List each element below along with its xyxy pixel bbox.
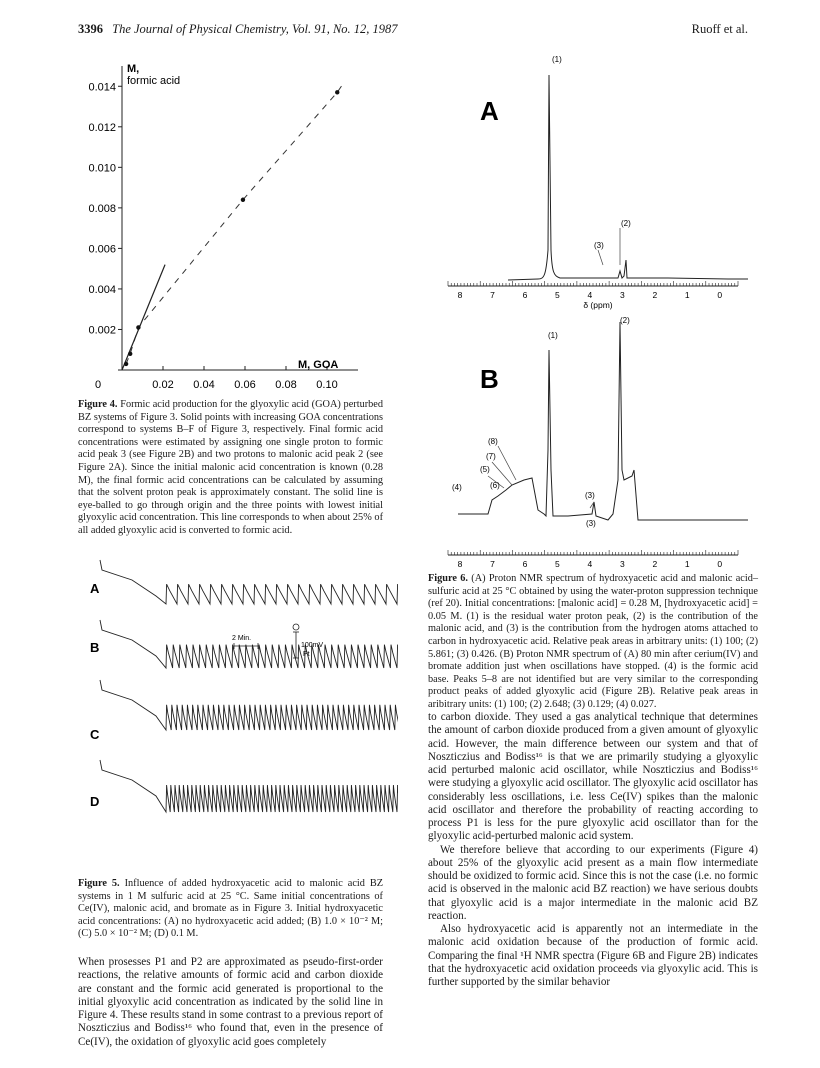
oscillation-trace [100, 760, 398, 812]
y-tick-label: 0.002 [88, 324, 116, 337]
right-paragraph-1: to carbon dioxide. They used a gas analytical technique that determines the amount of carbon dioxide produced from a given amount of glyoxylic acid. However, the main difference between our system and that of Noszticzius and Bodiss¹⁶ is that we are primarily studying a glyoxylic acid perturbed malonic acid oscillator, while Noszticzius and Bodiss¹⁶ were studying a glyoxylic acid oscillator. The glyoxylic acid oscillator has considerably less oscillations, i.e. less Ce(IV) spikes than the malonic acid oscillator and therefore the probability of reacting according to process P1 is less for the pure glyoxylic acid oscillator than for the glyoxylic acid-perturbed malonic acid system. [428, 711, 758, 843]
figure6-caption-text: (A) Proton NMR spectrum of hydroxyacetic acid and malonic acid–sulfuric acid at 25 °C obtained by using the water-proton suppression technique (ref 20). Initial concentrations: [malonic acid] = 0.28 M, [hydroxyacetic acid] = 0.05 M. (1) is the residual water proton peak, (2) is the contribution of the malonic acid, and (3) is the contribution from the hydrogen atoms attached to carbon in hydroxyacetic acid. Relative peak areas in arbitrary units: (1) 100; (2) 5.861; (3) 0.426. (B) Proton NMR spectrum of (A) 80 min after cerium(IV) and bromate addition just when oscillations have stopped. (4) is the formic acid base. Peaks 5–8 are not identified but are very similar to the corresponding product peaks of added glyoxylic acid (Figure 2B). Relative peak areas in aribitrary units: (1) 100; (2) 2.648; (3) 0.129; (4) 0.027. [428, 573, 759, 710]
y-tick-label: 0.014 [88, 81, 116, 94]
ppm-tick-label: 1 [684, 290, 690, 300]
y-tick-label: 0.008 [88, 202, 116, 215]
left-paragraph: When prosesses P1 and P2 are approximated as pseudo-first-order reactions, the relative amounts of formic acid and carbon dioxide are constant and the formic acid generated is proportional to the initial glyoxylic acid concentration as indicated by the solid line in Figure 4. These results stand in some contrast to a previous report of Noszticzius and Bodiss¹⁶ who found that, even in the presence of Ce(IV), the oxidation of glyoxylic acid goes completely [78, 956, 383, 1048]
figure5-traces [78, 540, 398, 870]
peak-b-7: (7) [486, 452, 496, 461]
spectrum-a [508, 75, 748, 280]
figure4-caption-label: Figure 4. [78, 399, 118, 410]
peak-b-8: (8) [488, 437, 498, 446]
trace-label-d: D [90, 794, 100, 809]
data-point [128, 352, 132, 356]
ppm-tick-label: 6 [522, 290, 528, 300]
peak-b-6: (6) [490, 481, 500, 490]
peak-a-2: (2) [621, 219, 631, 228]
peak-leaders [488, 228, 620, 508]
peak-labels [452, 55, 631, 528]
ppm-tick-label: 3 [619, 290, 625, 300]
panel-b-label: B [480, 364, 499, 394]
peak-b-2: (2) [620, 316, 630, 325]
panel-a-label: A [480, 96, 499, 126]
figure5-caption [78, 878, 383, 941]
right-paragraph-2: We therefore believe that according to our experiments (Figure 4) about 25% of the glyoxylic acid present as a main flow intermediate should be oxidized to formic acid. Since this is not the case (i.e. no formic acid is observed in the malonic acid BZ reaction) we have serious doubts that glyoxylic acid is a major intermediate in the malonic acid BZ reaction. [428, 843, 758, 922]
figure4-caption [78, 399, 383, 538]
ppm-tick-label: 2 [652, 290, 658, 300]
ppm-axis-label: δ (ppm) [583, 300, 613, 310]
peak-b-3a: (3) [585, 491, 595, 500]
ppm-tick-label: 8 [457, 559, 463, 569]
ppm-tick-label: 4 [587, 290, 593, 300]
peak-b-1: (1) [548, 331, 558, 340]
scale-electrode: Pt [303, 651, 310, 658]
peak-b-4: (4) [452, 483, 462, 492]
figure4-plot [78, 50, 378, 395]
running-header-authors: Ruoff et al. [691, 22, 748, 36]
oscillation-trace [100, 620, 398, 668]
ppm-axis-a [448, 281, 738, 310]
oscillation-trace [100, 680, 398, 730]
right-column-text [428, 711, 758, 989]
figure5-trace-group [100, 560, 398, 812]
peak-a-1: (1) [552, 55, 562, 64]
peak-b-3b: (3) [586, 519, 596, 528]
data-point [124, 362, 128, 366]
x-tick-label: 0.06 [234, 379, 256, 391]
ppm-tick-label: 3 [619, 559, 625, 569]
ppm-tick-label: 1 [684, 559, 690, 569]
ppm-tick-label: 2 [652, 559, 658, 569]
trace-label-c: C [90, 727, 100, 742]
y-ticks [88, 81, 122, 336]
y-label-line1: M, [127, 63, 140, 75]
y-tick-label: 0.006 [88, 243, 116, 256]
ppm-tick-label: 8 [457, 290, 463, 300]
chart-marks [122, 83, 343, 370]
peak-a-3: (3) [594, 241, 604, 250]
data-point [136, 325, 140, 329]
figure6-caption-label: Figure 6. [428, 573, 468, 584]
y-label-line2: formic acid [127, 75, 181, 87]
oscillation-trace [100, 560, 398, 604]
ppm-tick-label: 6 [522, 559, 528, 569]
ppm-tick-label: 5 [555, 559, 560, 569]
figure5-caption-label: Figure 5. [78, 878, 120, 889]
ppm-tick-label: 0 [717, 559, 723, 569]
data-point [335, 90, 339, 94]
trace-label-b: B [90, 640, 100, 655]
figure6-spectra [428, 50, 758, 570]
ppm-axis-b [448, 550, 738, 570]
running-header-left [78, 22, 398, 37]
x-tick-label: 0.04 [193, 379, 215, 391]
trace-label-a: A [90, 581, 100, 596]
y-tick-label: 0.012 [88, 121, 116, 134]
ppm-axis-label [583, 569, 612, 570]
figure5-caption-text: Influence of added hydroxyacetic acid to malonic acid BZ systems in 1 M sulfuric acid at 25 °C. Same initial concentrations of Ce(IV), malonic acid, and bromate as in Figure 3. Initial hydroxyacetic acid concentrations: (A) no hydroxyacetic acid added; (B) 1.0 × 10⁻² M; (C) 5.0 × 10⁻² M; (D) 0.1 M. [78, 878, 384, 940]
figure4-caption-text: Formic acid production for the glyoxylic acid (GOA) perturbed BZ systems of Figure 3. Solid points with increasing GOA concentrations correspond to systems B–F of Figure 3, respectively. Final formic acid concentrations were estimated by assigning one single proton to formic acid peak 3 (see Figure 2B) and two protons to malonic acid peak 2 (see Figure 2A). Since the initial malonic acid concentration is known (0.28 M), the final formic acid concentrations can be calculated by assuming that the solvent proton peak is approximately constant. The solid line is eye-balled to go through origin and the three points with lowest initial glyoxylic acid concentration. This line corresponds to when about 25% of all added glyoxylic acid is converted to formic acid. [78, 399, 384, 536]
y-tick-label: 0.004 [88, 283, 116, 296]
y-tick-label: 0.010 [88, 162, 116, 175]
ppm-tick-label: 4 [587, 559, 593, 569]
scale-voltage: 100mV [301, 642, 324, 649]
x-label: M, GOA [298, 359, 339, 371]
x-tick-label: 0.10 [316, 379, 338, 391]
x-tick-label: 0 [94, 379, 102, 391]
ppm-tick-label: 7 [490, 559, 495, 569]
data-point [241, 198, 245, 202]
figure6-caption [428, 573, 758, 712]
x-tick-label: 0.02 [152, 379, 174, 391]
x-tick-label: 0.08 [275, 379, 297, 391]
left-column-text [78, 956, 383, 1049]
scale-time: 2 Min. [232, 635, 252, 642]
dashed-trend [126, 83, 343, 364]
page-number: 3396 [78, 22, 103, 36]
right-paragraph-3: Also hydroxyacetic acid is apparently not an intermediate in the malonic acid oxidation because of the production of formic acid. Comparing the final ¹H NMR spectra (Figure 6B and Figure 2B) indicates that the hydroxyacetic acid oxidation proceeds via glyoxylic acid. This is further supported by the similar behavior [428, 923, 758, 988]
ppm-tick-label: 7 [490, 290, 495, 300]
journal-title: The Journal of Physical Chemistry, Vol. 91, No. 12, 1987 [112, 22, 398, 36]
spectrum-b [458, 322, 748, 520]
ppm-tick-label: 0 [717, 290, 723, 300]
peak-b-5: (5) [480, 465, 490, 474]
ppm-tick-label: 5 [555, 290, 560, 300]
